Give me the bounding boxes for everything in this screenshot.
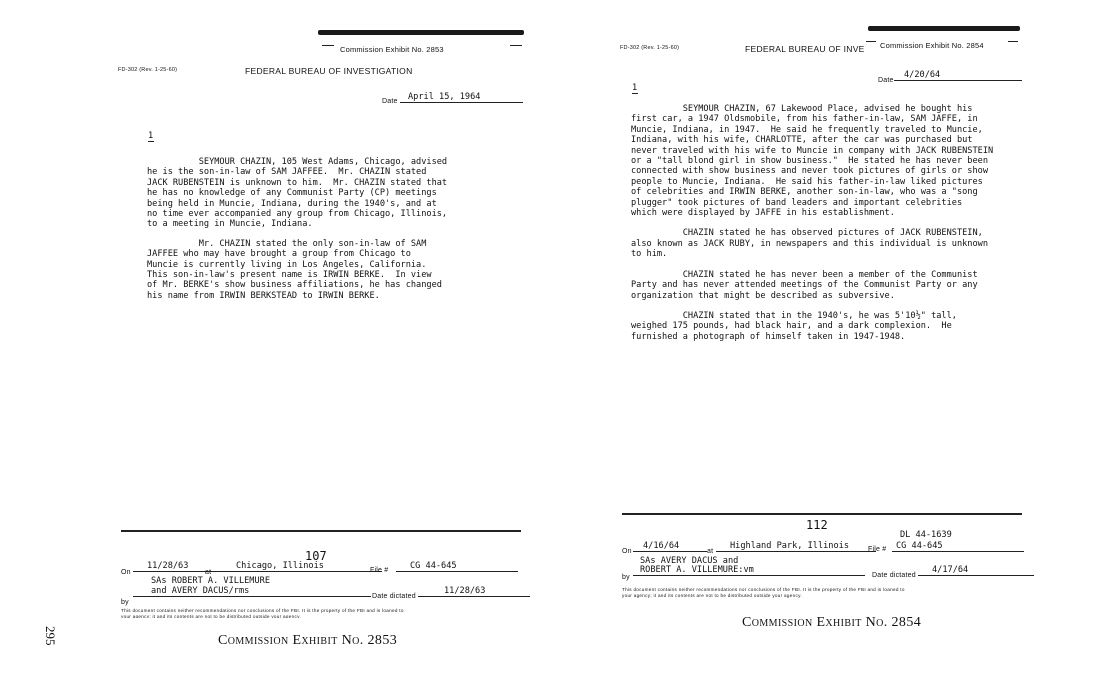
footer-disclaimer: This document contains neither recommendations nor conclusions of the FBI. It is the property of the FBI and is loaned to: [121, 608, 404, 613]
report-paragraph: CHAZIN stated he has never been a member of the Communist Party and has never attended meetings of the Communist Party or any organization that might be described as subversive.: [631, 269, 978, 301]
file-number: CG 44-645: [892, 541, 1024, 552]
agency-header: FEDERAL BUREAU OF INVESTIGATION: [245, 66, 413, 76]
report-paragraph: CHAZIN stated that in the 1940's, he was 5'10½" tall, weighed 175 pounds, had black hair, and a dark complexion. He furnished a photograph of himself taken in 1947-1948.: [631, 310, 957, 342]
scan-edge-mark: [868, 26, 1020, 31]
agent-names: ROBERT A. VILLEMURE:vm: [633, 565, 865, 576]
dictated-label: Date dictated: [872, 572, 916, 579]
dictated-date: 11/28/63: [418, 586, 530, 597]
report-body: [631, 104, 993, 342]
exhibit-stamp: Commission Exhibit No. 2853: [340, 45, 444, 54]
agent-names: SAs AVERY DACUS and: [640, 556, 739, 566]
interview-date: 4/16/64: [633, 541, 707, 552]
report-paragraph: CHAZIN stated he has observed pictures of JACK RUBENSTEIN, also known as JACK RUBY, in newspapers and this individual is unknown to him.: [631, 228, 988, 260]
exhibit-caption: Commission Exhibit No. 2854: [742, 615, 922, 630]
by-label: by: [121, 599, 129, 606]
footer-rule: [121, 530, 521, 532]
dictated-label: Date dictated: [372, 593, 416, 600]
interview-location: Highland Park, Illinois: [716, 541, 876, 552]
interview-location: Chicago, Illinois: [214, 561, 382, 572]
at-label: at: [205, 569, 212, 576]
at-label: at: [707, 548, 714, 555]
page-number-overlay: 107: [305, 549, 327, 563]
form-number: FD-302 (Rev. 1-25-60): [620, 45, 680, 51]
file-label: File #: [868, 546, 887, 553]
stamp-dash: [322, 45, 334, 46]
item-number: 1: [148, 131, 154, 141]
on-label: On: [622, 548, 632, 555]
side-page-number: 295: [43, 626, 58, 646]
agent-names: SAs ROBERT A. VILLEMURE: [151, 576, 270, 586]
footer-rule: [622, 513, 1022, 515]
stamp-dash: [866, 41, 876, 42]
stamp-dash: [510, 45, 522, 46]
date-label: Date: [382, 98, 398, 105]
form-number: FD-302 (Rev. 1-25-60): [118, 67, 178, 73]
page-number-overlay: 112: [806, 518, 828, 532]
interview-date: 11/28/63: [133, 561, 215, 572]
footer-disclaimer: your agency; it and its contents are not to be distributed outside your agency.: [622, 593, 802, 598]
by-label: by: [622, 574, 630, 581]
report-date: 4/20/64: [894, 70, 1022, 81]
stamp-dash: [1008, 41, 1018, 42]
date-label: Date: [878, 77, 894, 84]
dl-file-number: DL 44-1639: [900, 530, 952, 540]
on-label: On: [121, 569, 131, 576]
exhibit-caption: Commission Exhibit No. 2853: [218, 633, 398, 648]
footer-disclaimer: This document contains neither recommendations nor conclusions of the FBI. It is the property of the FBI and is loaned to: [622, 587, 905, 592]
report-body: [147, 157, 447, 301]
scan-edge-mark: [318, 30, 524, 35]
file-number: CG 44-645: [396, 561, 518, 572]
exhibit-stamp: Commission Exhibit No. 2854: [880, 41, 984, 50]
agent-names: and AVERY DACUS/rms: [133, 586, 371, 597]
item-number: 1: [632, 83, 638, 93]
report-date: April 15, 1964: [400, 92, 523, 103]
dictated-date: 4/17/64: [918, 565, 1034, 576]
report-paragraph: Mr. CHAZIN stated the only son-in-law of SAM JAFFEE who may have brought a group from Chicago to Muncie is currently living in Los Angeles, California. This son-in-law's present name is IRWIN BERKE. In view of Mr. BERKE's show business affiliations, he has changed his name from IRWIN BERKSTEAD to IRWIN BERKE.: [147, 238, 442, 301]
report-paragraph: SEYMOUR CHAZIN, 67 Lakewood Place, advised he bought his first car, a 1947 Oldsmobile, from his father-in-law, SAM JAFFE, in Muncie, Indiana, in 1947. He said he frequently traveled to Muncie, Indiana, with his wife, CHARLOTTE, after the car was purchased but never traveled with his wife to Muncie in company with JACK RUBENSTEIN or a "tall blond girl in show business." He stated he has never been connected with show business and never took pictures of girls or show people to Muncie, Indiana. He said his father-in-law liked pictures of celebrities and IRWIN BERKE, another son-in-law, who was a "song plugger" took pictures of band leaders and important celebrities which were displayed by JAFFE in his establishment.: [631, 104, 994, 219]
report-paragraph: SEYMOUR CHAZIN, 105 West Adams, Chicago, advised he is the son-in-law of SAM JAFFEE. Mr. CHAZIN stated JACK RUBENSTEIN is unknown to him. Mr. CHAZIN stated that he has no knowledge of any Communist Party (CP) meetings being held in Muncie, Indiana, during the 1940's, and at no time ever accompanied any group from Chicago, Illinois, to a meeting in Muncie, Indiana.: [147, 157, 448, 230]
agency-header: FEDERAL BUREAU OF INVE: [745, 44, 865, 54]
file-label: File #: [370, 567, 389, 574]
footer-disclaimer: your agency; it and its contents are not to be distributed outside your agency.: [121, 614, 301, 618]
